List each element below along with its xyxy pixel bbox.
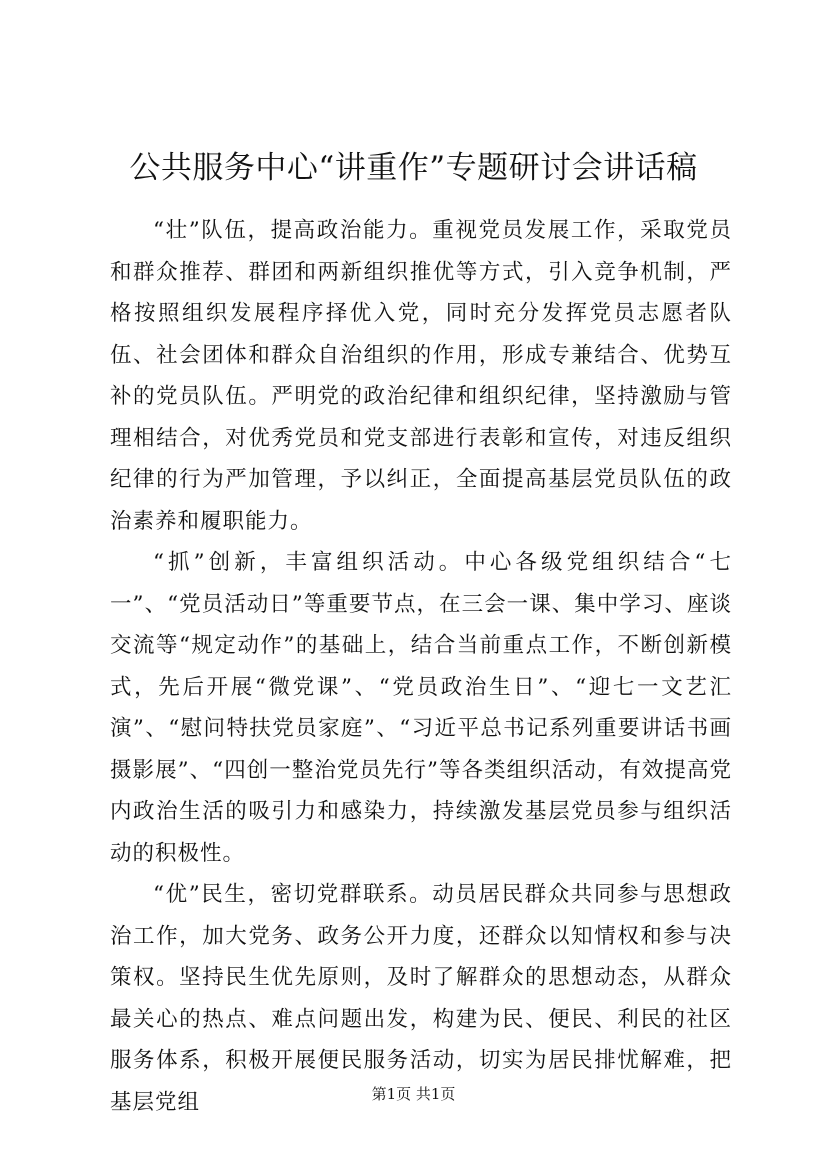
page-footer: 第1页 共1页 [371,1085,456,1103]
document-title: 公共服务中心“讲重作”专题研讨会讲话稿 [129,150,698,186]
paragraph-3: “优”民生，密切党群联系。动员居民群众共同参与思想政治工作，加大党务、政务公开力度，还群众以知情权和参与决策权。坚持民生优先原则，及时了解群众的思想动态，从群众最关心的热点、难点问题出发，构建为民、便民、利民的社区服务体系，积极开展便民服务活动，切实为居民排忧解难，把基层党组 [110,882,732,1115]
paragraph-1: “壮”队伍，提高政治能力。重视党员发展工作，采取党员和群众推荐、群团和两新组织推优等方式，引入竞争机制，严格按照组织发展程序择优入党，同时充分发挥党员志愿者队伍、社会团体和群众自治组织的作用，形成专兼结合、优势互补的党员队伍。严明党的政治纪律和组织纪律，坚持激励与管理相结合，对优秀党员和党支部进行表彰和宣传，对违反组织纪律的行为严加管理，予以纠正，全面提高基层党员队伍的政治素养和履职能力。 [110,218,732,534]
paragraph-2: “抓”创新，丰富组织活动。中心各级党组织结合“七一”、“党员活动日”等重要节点，在三会一课、集中学习、座谈交流等“规定动作”的基础上，结合当前重点工作，不断创新模式，先后开展“微党课”、“党员政治生日”、“迎七一文艺汇演”、“慰问特扶党员家庭”、“习近平总书记系列重要讲话书画摄影展”、“四创一整治党员先行”等各类组织活动，有效提高党内政治生活的吸引力和感染力，持续激发基层党员参与组织活动的积极性。 [110,550,732,866]
document-body [110,210,732,1123]
